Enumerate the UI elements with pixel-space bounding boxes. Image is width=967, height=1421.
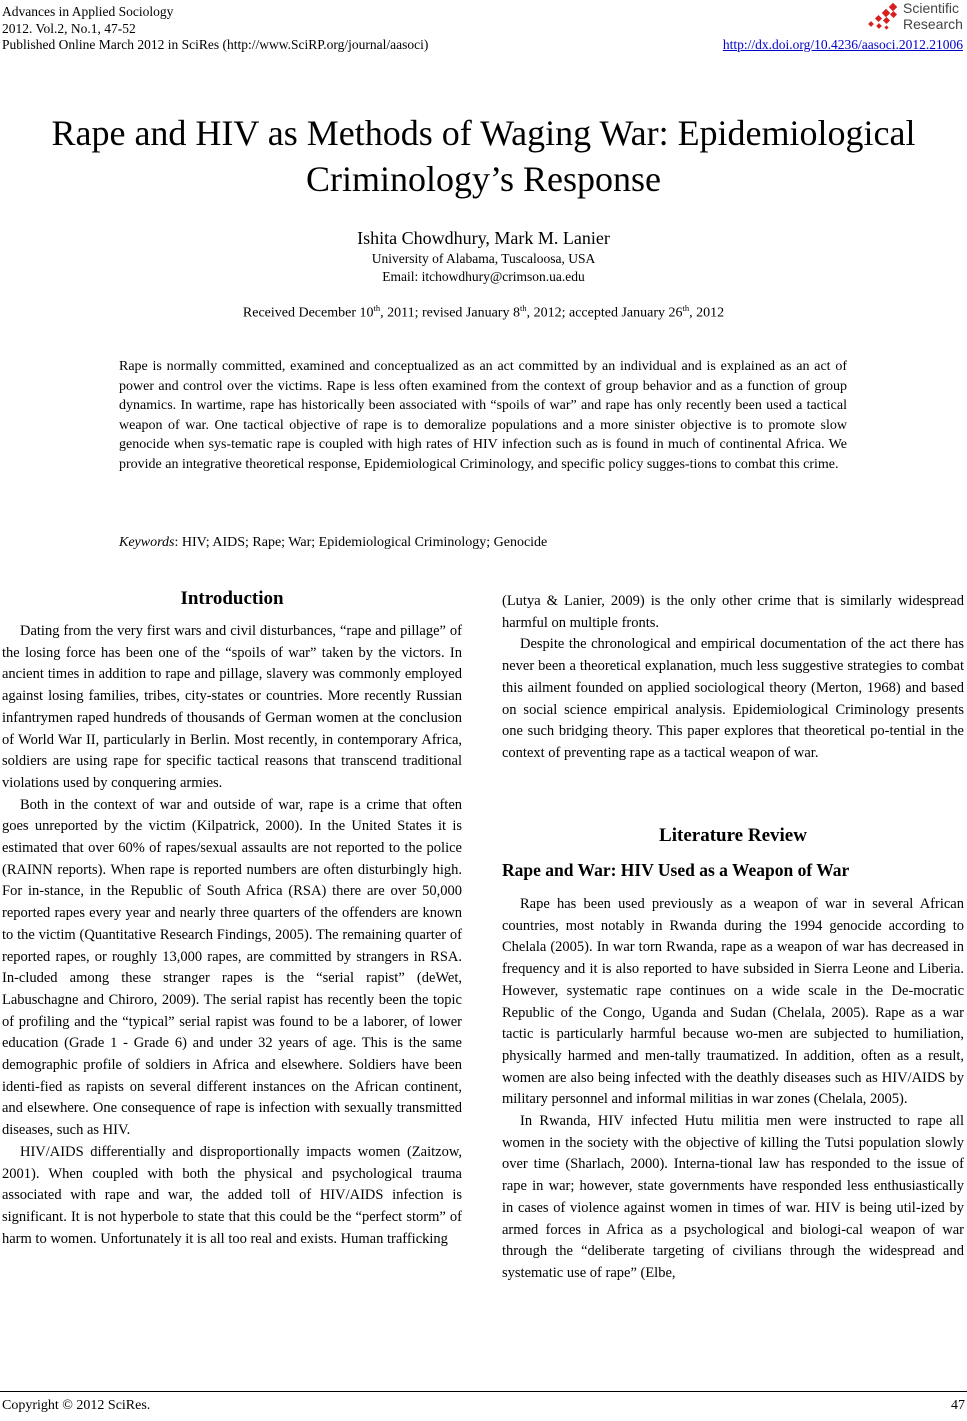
keywords-label: Keywords — [119, 535, 175, 550]
review-paragraph-1: Rape has been used previously as a weapon of war in several African countries, most notably in Rwanda during the 1994 genocide according to Chelala (2005). In war torn Rwanda, rape as a weapon of war has decreased in frequency and it is also reported to have subsided in Sierra Leone and Liberia. However, systematic rape continues on a wide scale in the De-mocratic Republic of the Congo, Uganda and Sudan (Chelala, 2005). Rape as a war tactic is particularly harmful because wo-men are subjected to humiliation, physically harmed and men-tally traumatized. In addition, often as a result, women are also being infected with the deathly diseases such as HIV/AIDS by military personnel and informal militias in war zones (Chelala, 2005). — [502, 896, 964, 1108]
introduction-heading: Introduction — [180, 588, 284, 609]
authors: Ishita Chowdhury, Mark M. Lanier — [357, 228, 610, 248]
keywords-list: : HIV; AIDS; Rape; War; Epidemiological Criminology; Genocide — [174, 535, 548, 550]
continued-paragraph: (Lutya & Lanier, 2009) is the only other crime that is similarly widespread harmful on multiple fronts. — [502, 593, 964, 631]
author-email: Email: itchowdhury@crimson.ua.edu — [382, 269, 585, 284]
doi-link[interactable]: http://dx.doi.org/10.4236/aasoci.2012.21006 — [722, 37, 963, 52]
paper-title: Rape and HIV as Methods of Waging War: Epidemiological Criminology’s Response — [51, 113, 916, 199]
journal-header — [2, 4, 428, 54]
keywords — [119, 535, 547, 551]
logo-text: Scientific Research — [903, 0, 963, 32]
left-column — [2, 621, 462, 1250]
copyright: Copyright © 2012 SciRes. — [2, 1398, 151, 1413]
footer-divider — [0, 1391, 967, 1392]
intro-paragraph-3: HIV/AIDS differentially and disproportionally impacts women (Zaitzow, 2001). When coupled with both the physical and psychological trauma associated with rape and war, the added toll of HIV/AIDS infection is significant. It is not hyperbole to state that this could be the “perfect storm” of harm to women. Unfortunately it is all too real and exists. Human trafficking — [2, 1143, 462, 1247]
literature-review-heading: Literature Review — [659, 825, 807, 846]
intro-paragraph-4: Despite the chronological and empirical documentation of the act there has never been a theoretical explanation, much less suggestive strategies to combat this ailment founded on applied sociological theory (Merton, 1968) and based on social science empirical analysis. Epidemiological Criminology presents one such bridging theory. This paper explores that theoretical po-tential in the context of preventing rape as a tactical weapon of war. — [502, 636, 964, 761]
logo-diamonds-icon — [866, 2, 902, 34]
right-column-bottom — [502, 894, 964, 1285]
subsection-heading: Rape and War: HIV Used as a Weapon of War — [502, 860, 850, 880]
journal-volume: 2012. Vol.2, No.1, 47-52 — [2, 20, 136, 36]
intro-paragraph-2: Both in the context of war and outside of war, rape is a crime that often goes unreported by the victim (Kilpatrick, 2000). In the United States it is estimated that over 60% of rapes/sexual assaults are not reported to the police (RAINN reports). When rape is reported numbers are often disturbingly high. For in-stance, in the Republic of South Africa (RSA) there are over 50,000 reported rapes every year and nearly three quarters of the offenders are known to the victim (Quantitative Research Findings, 2005). The remaining quarter of reported rapes, or roughly 13,000 rapes, are committed by strangers in RSA. In-cluded among these stranger rapes is the “serial rapist” (deWet, Labuschagne and Chiroro, 2009). The serial rapist has recently been the topic of profiling and the “typical” serial rapist was found to be a laborer, of lower education (Grade 1 - Grade 6) and under 32 years of age. This is the same demographic profile of soldiers in Africa and elsewhere. Soldiers have been identi-fied as rapists on several different instances on the African continent, and elsewhere. One consequence of rape is infection with sexually transmitted diseases, such as HIV. — [2, 796, 462, 1139]
journal-name: Advances in Applied Sociology — [2, 4, 174, 19]
review-paragraph-2: In Rwanda, HIV infected Hutu militia men were instructed to rape all women in the society with the objective of killing the Tutsi population slowly over time (Sharlach, 2000). Interna-tional law has responded to the issue of rape in war; however, state governments have responded less enthusiastically in cases of violence against women in times of war. HIV is being util-ized by armed forces in Africa as a psychological and biologi-cal weapon of war through the “deliberate targeting of civilians through the widespread and systematic use of rape” (Elbe, — [502, 1113, 964, 1281]
affiliation-block — [0, 250, 967, 286]
received-dates: Received December 10th, 2011; revised January 8th, 2012; accepted January 26th, 2012 — [242, 303, 725, 321]
page-number: 47 — [951, 1398, 965, 1413]
intro-paragraph-1: Dating from the very first wars and civil disturbances, “rape and pillage” of the losing force has been one of the “spoils of war” taken by the victors. In ancient times in addition to rape and pillage, slavery was commonly employed against losing families, tribes, city-states or countries. More recently Russian infantrymen raped hundreds of thousands of German women at the conclusion of World War II, particularly in Berlin. Most recently, in contemporary Africa, soldiers are using rape for specific tactical reasons that transcend traditional violations used by conquering armies. — [2, 623, 462, 791]
right-column-top — [502, 591, 964, 765]
affiliation: University of Alabama, Tuscaloosa, USA — [371, 251, 596, 266]
abstract: Rape is normally committed, examined and conceptualized as an act committed by an individual and is explained as an act of power and control over the victims. Rape is less often examined from the context of group behavior and as a function of group dynamics. In wartime, rape has historically been associated with “spoils of war” and rape has only recently been used a tactical weapon of war. One tactical objective of rape is to demoralize populations and a more sinister objective is to promote slow genocide when sys-tematic rape is coupled with high rates of HIV infection such as is found in much of continental Africa. We provide an integrative theoretical response, Epidemiological Criminology, and specific policy sugges-tions to combat this crime. — [119, 359, 847, 472]
publication-info: Published Online March 2012 in SciRes (http://www.SciRP.org/journal/aasoci) — [2, 37, 429, 52]
scientific-research-logo — [866, 0, 966, 38]
